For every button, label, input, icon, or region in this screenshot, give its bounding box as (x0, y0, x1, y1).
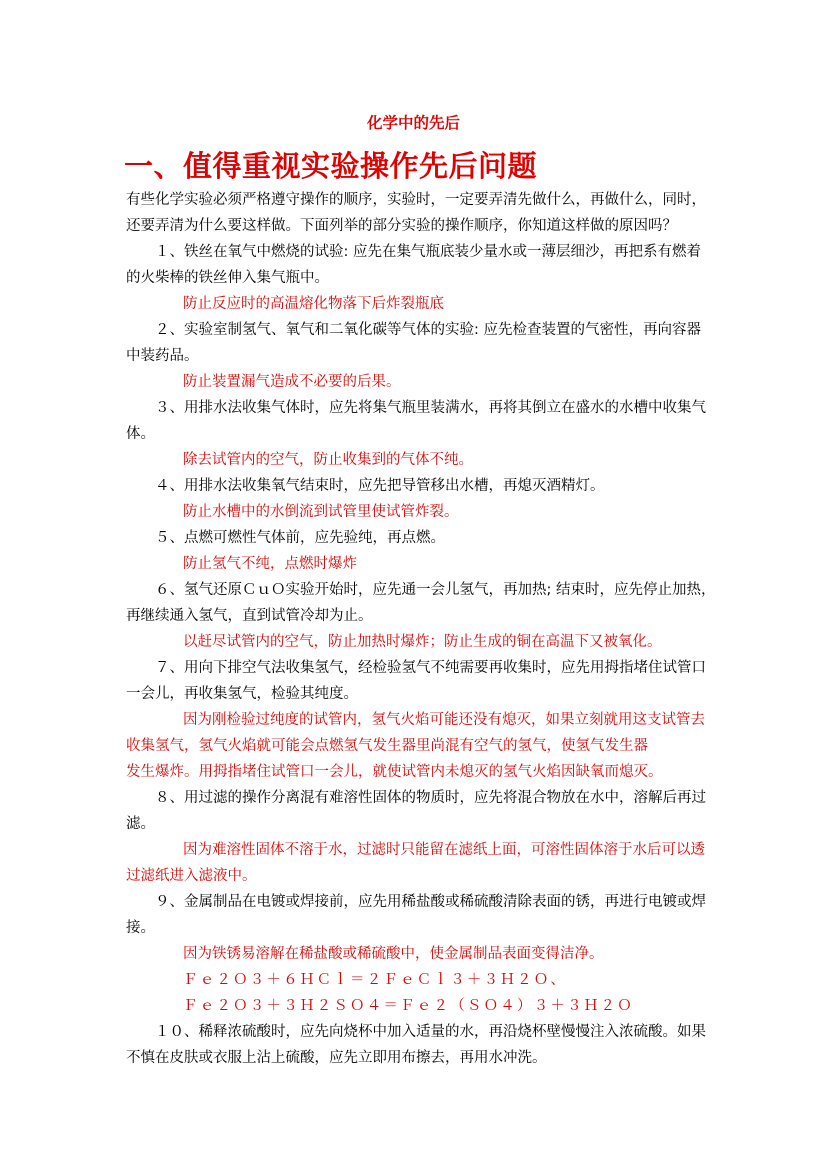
item-line: 体。 (126, 426, 155, 442)
answer-line: 防止水槽中的水倒流到试管里使试管炸裂。 (183, 504, 459, 520)
answer-line: 以赶尽试管内的空气，防止加热时爆炸；防止生成的铜在高温下又被氧化。 (183, 634, 662, 650)
answer-line: 因为难溶性固体不溶于水，过滤时只能留在滤纸上面，可溶性固体溶于水后可以透 (183, 842, 705, 858)
item-line: 接。 (126, 920, 155, 936)
item-line: 中装药品。 (126, 348, 199, 364)
section-heading: 一、值得重视实验操作先后问题 (124, 149, 538, 183)
answer-line: 防止装置漏气造成不必要的后果。 (183, 374, 401, 390)
answer-line: 过滤纸进入滤液中。 (126, 868, 257, 884)
item-line: ５、点燃可燃性气体前，应先验纯，再点燃。 (155, 530, 445, 546)
answer-line: 发生爆炸。用拇指堵住试管口一会儿，就使试管内未熄灭的氢气火焰因缺氧而熄灭。 (126, 764, 663, 780)
item-line: 的火柴棒的铁丝伸入集气瓶中。 (126, 270, 329, 286)
answer-line: 因为刚检验过纯度的试管内，氢气火焰可能还没有熄灭，如果立刻就用这支试管去 (183, 712, 705, 728)
item-line: ４、用排水法收集氧气结束时，应先把导管移出水槽，再熄灭酒精灯。 (155, 478, 605, 494)
item-line: １、铁丝在氧气中燃烧的试验: 应先在集气瓶底装少量水或一薄层细沙，再把系有燃着 (155, 244, 701, 260)
answer-line: 防止反应时的高温熔化物落下后炸裂瓶底 (183, 296, 444, 312)
item-line: ８、用过滤的操作分离混有难溶性固体的物质时，应先将混合物放在水中，溶解后再过 (155, 790, 706, 806)
item-line: ９、金属制品在电镀或焊接前，应先用稀盐酸或稀硫酸清除表面的锈，再进行电镀或焊 (155, 894, 706, 910)
document-title: 化学中的先后 (366, 114, 460, 132)
intro-line: 有些化学实验必须严格遵守操作的顺序，实验时，一定要弄清先做什么，再做什么，同时， (126, 192, 706, 208)
item-line: 滤。 (126, 816, 155, 832)
item-line: １０、稀释浓硫酸时，应先向烧杯中加入适量的水，再沿烧杯壁慢慢注入浓硫酸。如果 (155, 1024, 706, 1040)
answer-line: 防止氢气不纯，点燃时爆炸 (183, 556, 357, 572)
answer-line: 收集氢气，氢气火焰就可能会点燃氢气发生器里尚混有空气的氢气，使氢气发生器 (126, 738, 648, 754)
answer-line: 因为铁锈易溶解在稀盐酸或稀硫酸中，使金属制品表面变得洁净。 (183, 946, 604, 962)
item-line: ２、实验室制氢气、氧气和二氧化碳等气体的实验: 应先检查装置的气密性，再向容器 (155, 322, 701, 338)
equation-line: Ｆｅ２Ｏ３＋３Ｈ２ＳＯ４＝Ｆｅ２（ＳＯ４）３＋３Ｈ２Ｏ (183, 998, 634, 1014)
item-line: 不慎在皮肤或衣服上沾上硫酸，应先立即用布擦去，再用水冲洗。 (126, 1050, 547, 1066)
item-line: ７、用向下排空气法收集氢气，经检验氢气不纯需要再收集时，应先用拇指堵住试管口 (155, 660, 706, 676)
item-line: 再继续通入氢气，直到试管冷却为止。 (126, 608, 373, 624)
item-line: ６、氢气还原ＣｕＯ实验开始时，应先通一会儿氢气，再加热; 结束时，应先停止加热， (155, 582, 716, 598)
answer-line: 除去试管内的空气，防止收集到的气体不纯。 (183, 452, 473, 468)
equation-line: Ｆｅ２Ｏ３＋６ＨＣｌ＝２ＦｅＣｌ３＋３Ｈ２Ｏ、 (183, 972, 568, 988)
intro-line: 还要弄清为什么要这样做。下面列举的部分实验的操作顺序，你知道这样做的原因吗？ (126, 218, 677, 234)
item-line: ３、用排水法收集气体时，应先将集气瓶里装满水，再将其倒立在盛水的水槽中收集气 (155, 400, 706, 416)
document-body (126, 187, 716, 1071)
item-line: 一会儿，再收集氢气，检验其纯度。 (126, 686, 358, 702)
